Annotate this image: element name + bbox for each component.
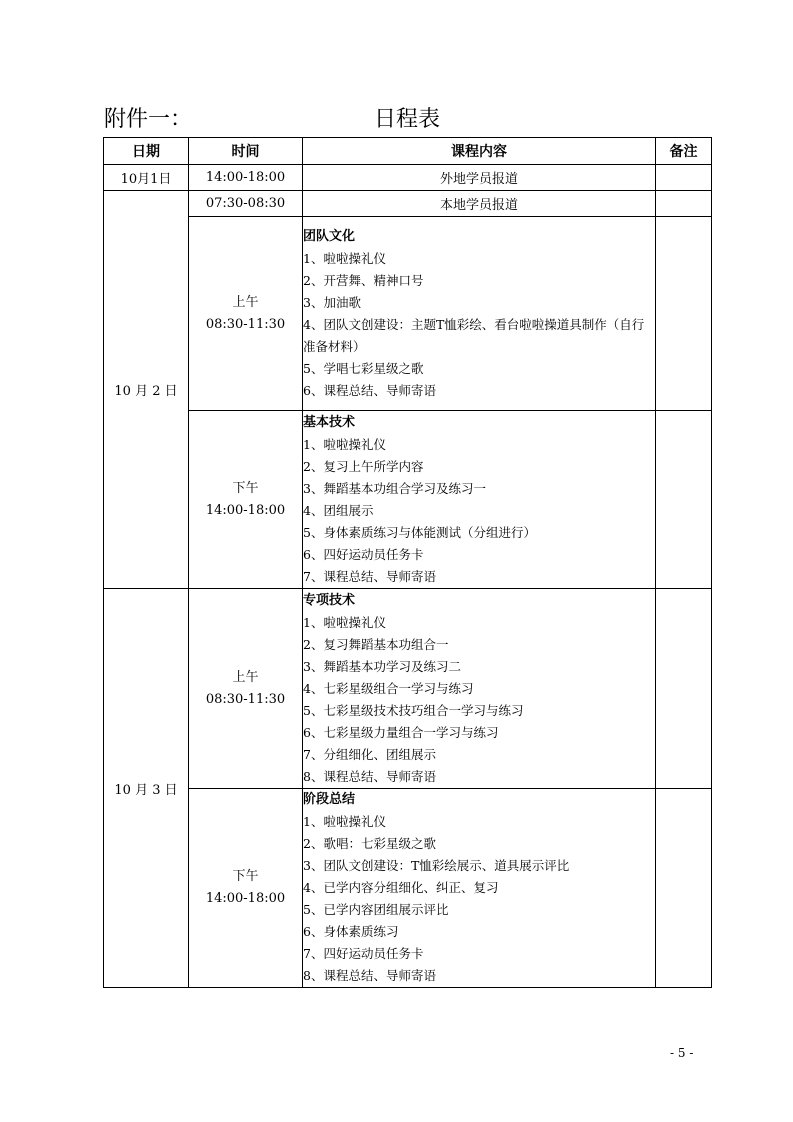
time-range: 08:30-11:30 — [205, 316, 286, 332]
list-item: 2、复习舞蹈基本功组合一 — [303, 636, 449, 652]
content-cell: 本地学员报道 — [303, 191, 656, 217]
list-item: 3、团队文创建设：T恤彩绘展示、道具展示评比 — [303, 858, 570, 873]
section-title: 基本技术 — [303, 414, 356, 430]
date-cell: 10 月 3 日 — [104, 589, 189, 988]
time-range: 14:00-18:00 — [205, 502, 286, 518]
table-row — [104, 789, 712, 988]
date-cell: 10 月 2 日 — [104, 191, 189, 589]
table-row — [104, 165, 712, 191]
table-row — [104, 589, 712, 789]
list-item: 4、团组展示 — [303, 502, 374, 518]
list-item: 5、学唱七彩星级之歌 — [303, 360, 424, 376]
period-label: 下午 — [232, 869, 259, 884]
column-header-note: 备注 — [656, 138, 712, 165]
time-cell — [189, 217, 303, 411]
column-header-content: 课程内容 — [303, 138, 656, 165]
list-item: 2、复习上午所学内容 — [303, 458, 424, 474]
note-cell — [656, 217, 712, 411]
list-item: 6、四好运动员任务卡 — [303, 546, 424, 562]
column-header-time: 时间 — [189, 138, 303, 165]
period-label: 上午 — [232, 294, 259, 310]
period-label: 下午 — [232, 480, 259, 496]
table-row — [104, 191, 712, 217]
section-title: 专项技术 — [303, 592, 356, 608]
list-item: 4、七彩星级组合一学习与练习 — [303, 680, 474, 696]
note-cell — [656, 191, 712, 217]
schedule-table — [103, 137, 712, 988]
list-item: 3、舞蹈基本功组合学习及练习一 — [303, 480, 486, 496]
list-item: 8、课程总结、导师寄语 — [303, 768, 436, 784]
content-cell — [303, 411, 656, 589]
time-cell: 07:30-08:30 — [189, 191, 303, 217]
list-item: 7、分组细化、团组展示 — [303, 746, 436, 762]
time-cell — [189, 411, 303, 589]
list-item: 7、课程总结、导师寄语 — [303, 568, 436, 584]
list-item: 1、啦啦操礼仪 — [303, 250, 386, 266]
list-item: 6、身体素质练习 — [303, 924, 399, 939]
list-item: 5、七彩星级技术技巧组合一学习与练习 — [303, 702, 524, 718]
time-cell — [189, 789, 303, 988]
list-item: 6、七彩星级力量组合一学习与练习 — [303, 724, 499, 740]
period-label: 上午 — [232, 669, 259, 685]
attachment-label: 附件一： — [104, 107, 193, 132]
content-cell — [303, 789, 656, 988]
section-title: 阶段总结 — [303, 792, 356, 807]
content-cell: 外地学员报道 — [303, 165, 656, 191]
time-cell: 14:00-18:00 — [189, 165, 303, 191]
list-item: 1、啦啦操礼仪 — [303, 436, 386, 452]
list-item: 2、歌唱：七彩星级之歌 — [303, 836, 436, 851]
document-heading — [104, 100, 704, 134]
header-row — [104, 138, 712, 165]
content-cell — [303, 589, 656, 789]
column-header-date: 日期 — [104, 138, 189, 165]
time-cell — [189, 589, 303, 789]
page-title: 日程表 — [374, 107, 441, 132]
time-range: 14:00-18:00 — [205, 891, 286, 906]
list-item: 4、团队文创建设：主题T恤彩绘、看台啦啦操道具制作（自行准备材料） — [303, 316, 645, 354]
page-number: - 5 - — [670, 1046, 694, 1060]
list-item: 5、已学内容团组展示评比 — [303, 902, 449, 917]
content-cell — [303, 217, 656, 411]
note-cell — [656, 411, 712, 589]
list-item: 3、加油歌 — [303, 294, 361, 310]
list-item: 3、舞蹈基本功学习及练习二 — [303, 658, 461, 674]
list-item: 8、课程总结、导师寄语 — [303, 968, 436, 983]
note-cell — [656, 789, 712, 988]
table-row — [104, 411, 712, 589]
note-cell — [656, 589, 712, 789]
date-cell: 10月1日 — [104, 165, 189, 191]
list-item: 1、啦啦操礼仪 — [303, 614, 386, 630]
list-item: 6、课程总结、导师寄语 — [303, 382, 436, 398]
section-title: 团队文化 — [303, 228, 356, 244]
table-row — [104, 217, 712, 411]
list-item: 4、已学内容分组细化、纠正、复习 — [303, 880, 499, 895]
note-cell — [656, 165, 712, 191]
list-item: 7、四好运动员任务卡 — [303, 946, 424, 961]
list-item: 2、开营舞、精神口号 — [303, 272, 424, 288]
list-item: 5、身体素质练习与体能测试（分组进行） — [303, 524, 536, 540]
time-range: 08:30-11:30 — [205, 691, 286, 707]
list-item: 1、啦啦操礼仪 — [303, 814, 386, 829]
